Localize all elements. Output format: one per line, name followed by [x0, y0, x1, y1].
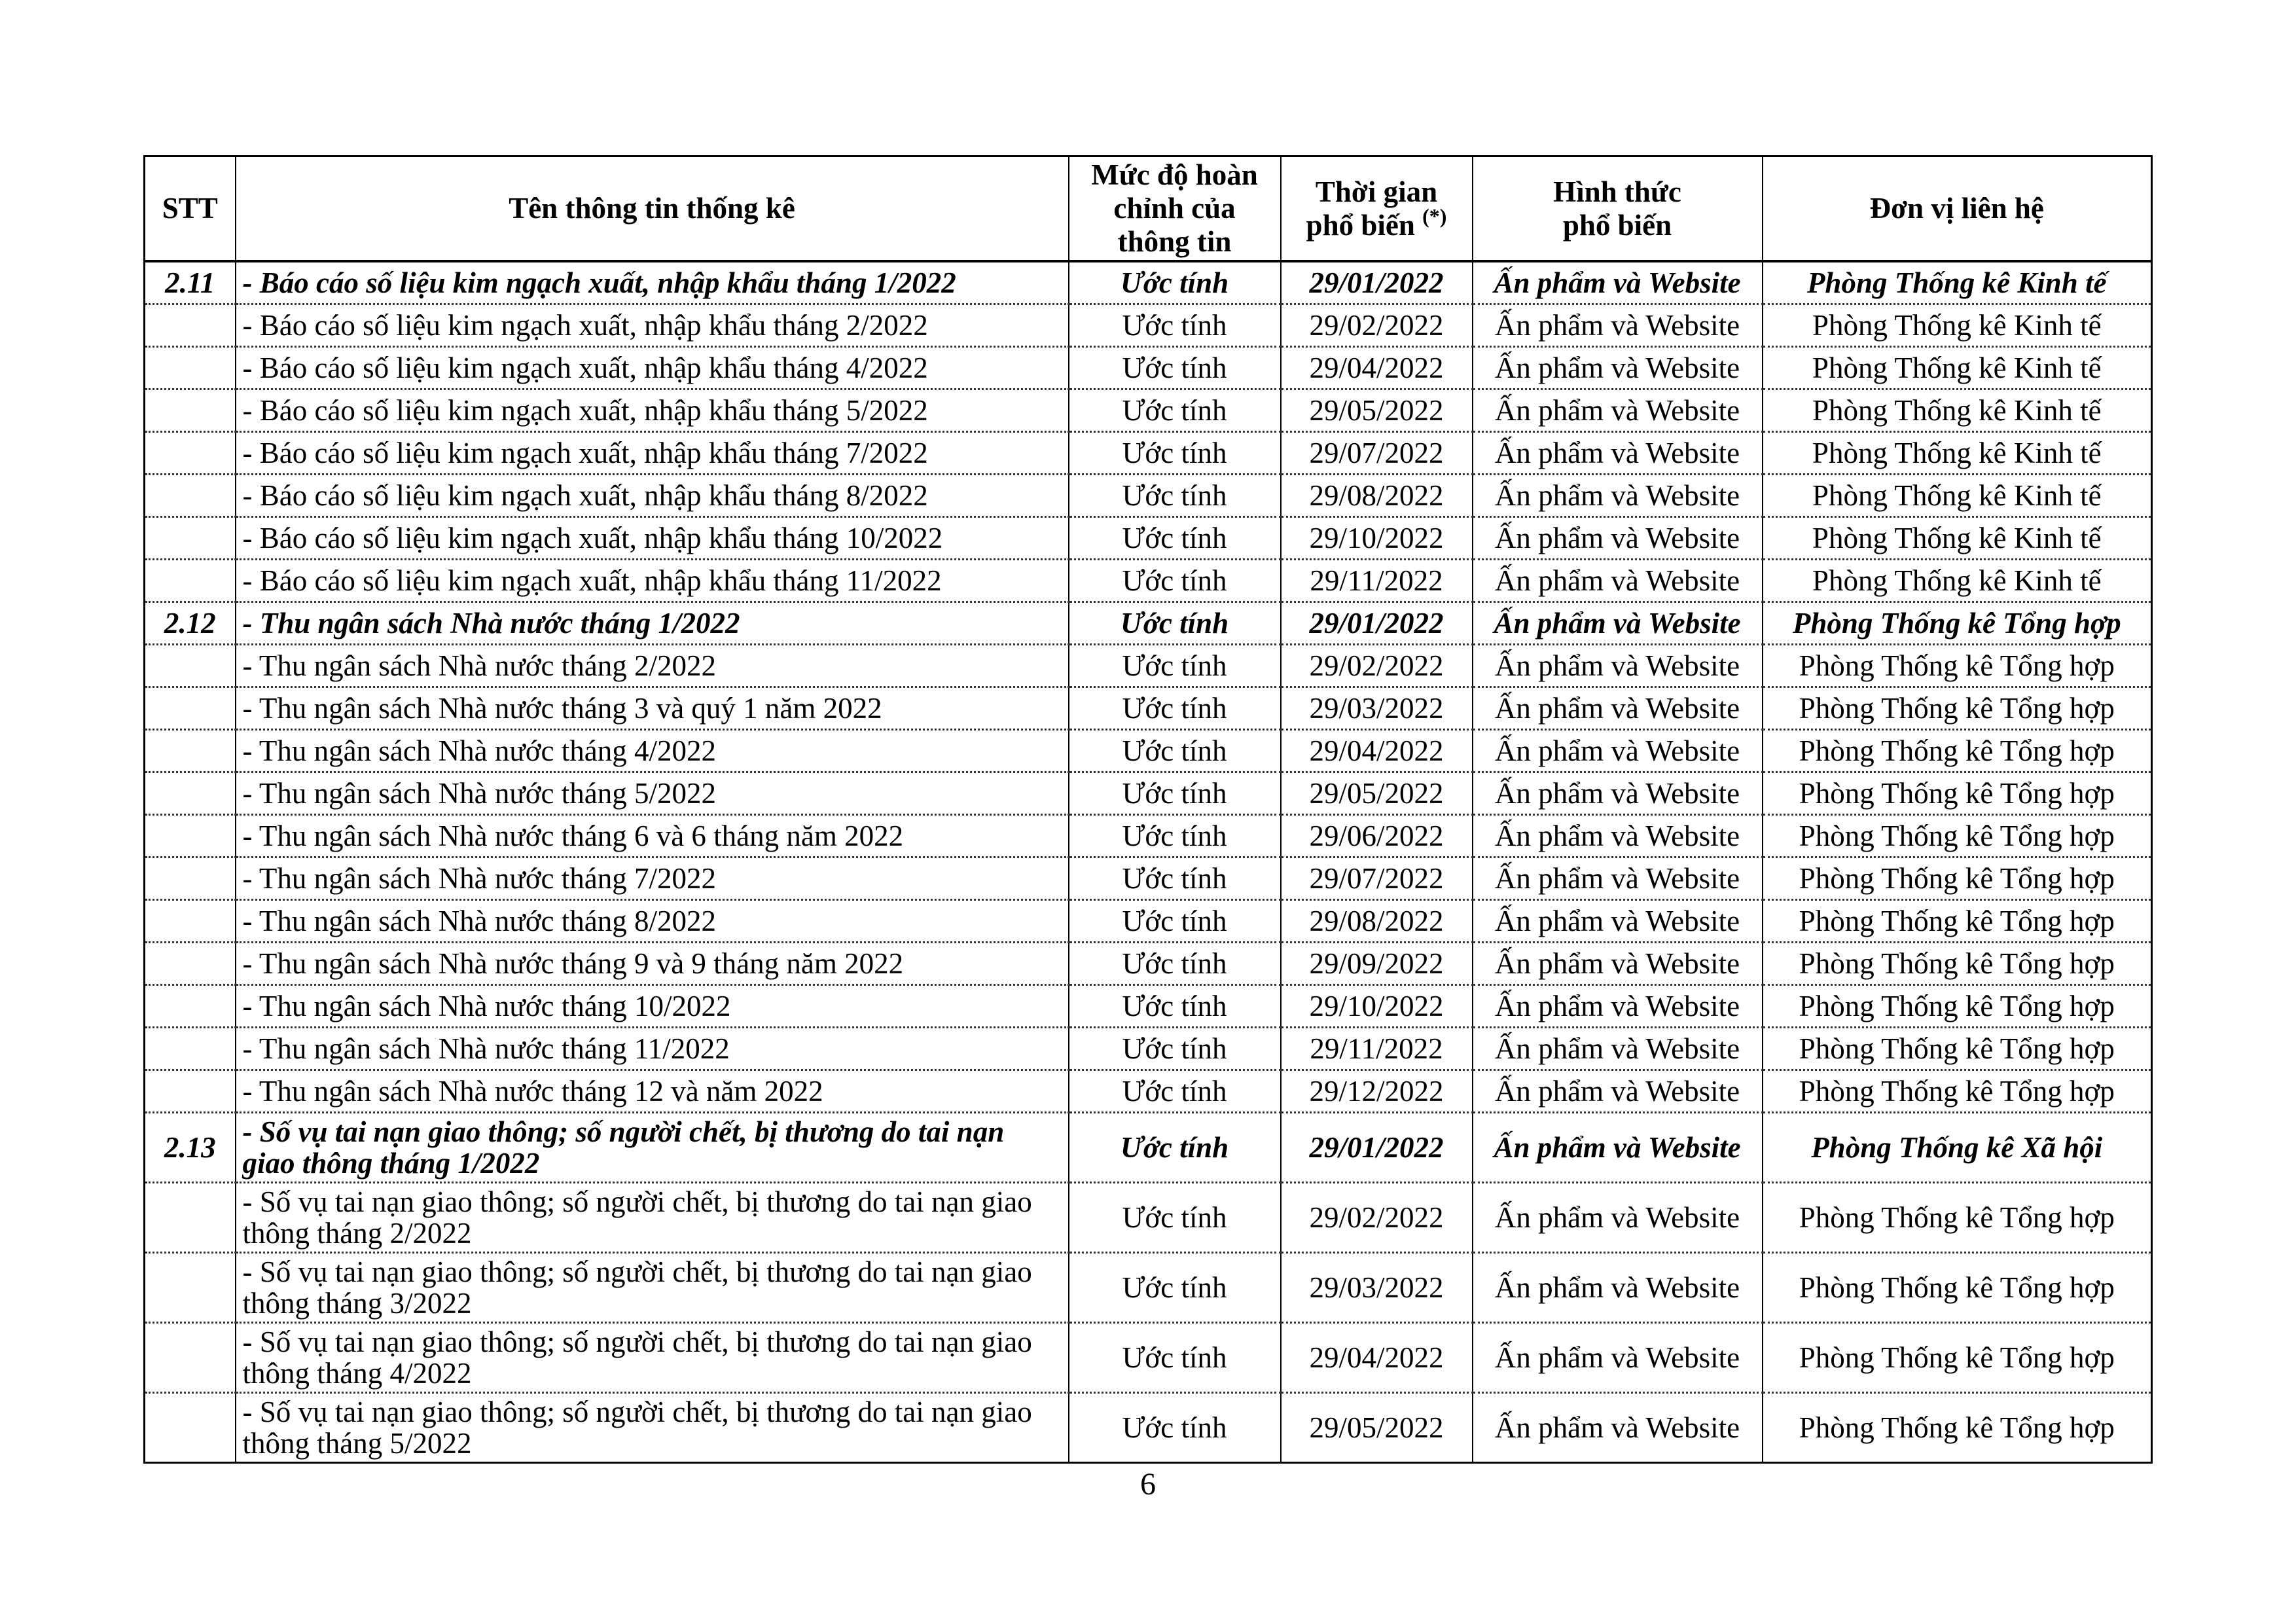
- row-release-form: Ấn phẩm và Website: [1473, 730, 1763, 772]
- row-contact-unit: Phòng Thống kê Tổng hợp: [1763, 1070, 2152, 1113]
- section-row: [145, 1113, 2152, 1183]
- row-name: - Báo cáo số liệu kim ngạch xuất, nhập khẩu tháng 4/2022: [236, 347, 1069, 389]
- row-number: [145, 857, 236, 900]
- row-completeness: Ước tính: [1069, 517, 1281, 560]
- row-release-time: 29/05/2022: [1281, 389, 1473, 432]
- row-name: - Số vụ tai nạn giao thông; số người chết, bị thương do tai nạn giao thông tháng 3/2022: [236, 1253, 1069, 1323]
- header-completeness-line2: chỉnh của: [1113, 192, 1236, 225]
- table-row: [145, 900, 2152, 943]
- row-name: - Báo cáo số liệu kim ngạch xuất, nhập khẩu tháng 5/2022: [236, 389, 1069, 432]
- row-release-form: Ấn phẩm và Website: [1473, 1183, 1763, 1253]
- section-row: [145, 261, 2152, 304]
- row-number: 2.13: [145, 1113, 236, 1183]
- row-completeness: Ước tính: [1069, 1113, 1281, 1183]
- row-completeness: Ước tính: [1069, 1028, 1281, 1070]
- row-release-time: 29/08/2022: [1281, 475, 1473, 517]
- row-number: [145, 815, 236, 857]
- header-release-form: [1473, 156, 1763, 262]
- table-row: [145, 1070, 2152, 1113]
- row-release-time: 29/10/2022: [1281, 985, 1473, 1028]
- row-number: [145, 1028, 236, 1070]
- row-contact-unit: Phòng Thống kê Tổng hợp: [1763, 687, 2152, 730]
- row-release-time: 29/06/2022: [1281, 815, 1473, 857]
- row-contact-unit: Phòng Thống kê Tổng hợp: [1763, 1028, 2152, 1070]
- row-release-time: 29/07/2022: [1281, 432, 1473, 475]
- row-release-time: 29/08/2022: [1281, 900, 1473, 943]
- row-release-form: Ấn phẩm và Website: [1473, 687, 1763, 730]
- row-release-time: 29/10/2022: [1281, 517, 1473, 560]
- row-name: - Thu ngân sách Nhà nước tháng 5/2022: [236, 772, 1069, 815]
- row-number: [145, 304, 236, 347]
- row-contact-unit: Phòng Thống kê Tổng hợp: [1763, 985, 2152, 1028]
- row-completeness: Ước tính: [1069, 347, 1281, 389]
- row-name: - Thu ngân sách Nhà nước tháng 8/2022: [236, 900, 1069, 943]
- row-name: - Thu ngân sách Nhà nước tháng 2/2022: [236, 645, 1069, 687]
- row-name: - Báo cáo số liệu kim ngạch xuất, nhập khẩu tháng 2/2022: [236, 304, 1069, 347]
- header-contact-unit: Đơn vị liên hệ: [1763, 156, 2152, 262]
- row-completeness: Ước tính: [1069, 985, 1281, 1028]
- row-completeness: Ước tính: [1069, 943, 1281, 985]
- header-stt: STT: [145, 156, 236, 262]
- row-number: [145, 475, 236, 517]
- row-completeness: Ước tính: [1069, 1323, 1281, 1393]
- header-release-time-line1: Thời gian: [1315, 175, 1438, 208]
- row-completeness: Ước tính: [1069, 900, 1281, 943]
- row-contact-unit: Phòng Thống kê Kinh tế: [1763, 432, 2152, 475]
- row-completeness: Ước tính: [1069, 730, 1281, 772]
- table-row: [145, 475, 2152, 517]
- row-completeness: Ước tính: [1069, 772, 1281, 815]
- table-row: [145, 1323, 2152, 1393]
- row-contact-unit: Phòng Thống kê Kinh tế: [1763, 517, 2152, 560]
- row-number: [145, 347, 236, 389]
- row-number: [145, 772, 236, 815]
- row-name: - Thu ngân sách Nhà nước tháng 6 và 6 tháng năm 2022: [236, 815, 1069, 857]
- table-row: [145, 432, 2152, 475]
- row-contact-unit: Phòng Thống kê Tổng hợp: [1763, 645, 2152, 687]
- row-number: [145, 560, 236, 602]
- statistics-release-table: [143, 155, 2153, 1464]
- row-number: [145, 1323, 236, 1393]
- row-release-form: Ấn phẩm và Website: [1473, 900, 1763, 943]
- row-number: [145, 1393, 236, 1463]
- row-completeness: Ước tính: [1069, 645, 1281, 687]
- row-contact-unit: Phòng Thống kê Tổng hợp: [1763, 1183, 2152, 1253]
- header-release-time: [1281, 156, 1473, 262]
- row-completeness: Ước tính: [1069, 857, 1281, 900]
- row-release-time: 29/02/2022: [1281, 304, 1473, 347]
- row-release-form: Ấn phẩm và Website: [1473, 560, 1763, 602]
- row-name: - Thu ngân sách Nhà nước tháng 10/2022: [236, 985, 1069, 1028]
- row-release-time: 29/11/2022: [1281, 1028, 1473, 1070]
- row-number: [145, 1070, 236, 1113]
- header-completeness-line3: thông tin: [1117, 225, 1232, 258]
- row-release-time: 29/05/2022: [1281, 772, 1473, 815]
- row-completeness: Ước tính: [1069, 304, 1281, 347]
- row-release-form: Ấn phẩm và Website: [1473, 1028, 1763, 1070]
- table-body: [145, 261, 2152, 1463]
- row-release-form: Ấn phẩm và Website: [1473, 602, 1763, 645]
- table-row: [145, 730, 2152, 772]
- row-number: [145, 645, 236, 687]
- row-release-form: Ấn phẩm và Website: [1473, 261, 1763, 304]
- page-number: 6: [1140, 1467, 1156, 1502]
- row-number: [145, 432, 236, 475]
- row-contact-unit: Phòng Thống kê Tổng hợp: [1763, 857, 2152, 900]
- row-number: [145, 730, 236, 772]
- row-release-form: Ấn phẩm và Website: [1473, 475, 1763, 517]
- header-release-time-line2: phổ biến: [1306, 208, 1423, 242]
- row-completeness: Ước tính: [1069, 261, 1281, 304]
- row-release-form: Ấn phẩm và Website: [1473, 1323, 1763, 1393]
- header-completeness: [1069, 156, 1281, 262]
- header-completeness-line1: Mức độ hoàn: [1091, 158, 1258, 191]
- table-row: [145, 1393, 2152, 1463]
- row-name: - Thu ngân sách Nhà nước tháng 9 và 9 tháng năm 2022: [236, 943, 1069, 985]
- row-release-form: Ấn phẩm và Website: [1473, 985, 1763, 1028]
- row-name: - Thu ngân sách Nhà nước tháng 1/2022: [236, 602, 1069, 645]
- section-row: [145, 602, 2152, 645]
- table-row: [145, 304, 2152, 347]
- row-release-time: 29/03/2022: [1281, 687, 1473, 730]
- table-header: [145, 156, 2152, 262]
- row-name: - Thu ngân sách Nhà nước tháng 4/2022: [236, 730, 1069, 772]
- row-release-form: Ấn phẩm và Website: [1473, 815, 1763, 857]
- table-row: [145, 1183, 2152, 1253]
- row-contact-unit: Phòng Thống kê Kinh tế: [1763, 347, 2152, 389]
- row-contact-unit: Phòng Thống kê Tổng hợp: [1763, 772, 2152, 815]
- row-release-form: Ấn phẩm và Website: [1473, 1070, 1763, 1113]
- table-row: [145, 389, 2152, 432]
- row-completeness: Ước tính: [1069, 1393, 1281, 1463]
- row-contact-unit: Phòng Thống kê Xã hội: [1763, 1113, 2152, 1183]
- row-number: 2.11: [145, 261, 236, 304]
- row-release-time: 29/01/2022: [1281, 602, 1473, 645]
- table-row: [145, 347, 2152, 389]
- row-number: 2.12: [145, 602, 236, 645]
- row-release-form: Ấn phẩm và Website: [1473, 517, 1763, 560]
- row-name: - Thu ngân sách Nhà nước tháng 12 và năm 2022: [236, 1070, 1069, 1113]
- row-number: [145, 900, 236, 943]
- row-contact-unit: Phòng Thống kê Kinh tế: [1763, 261, 2152, 304]
- row-name: - Thu ngân sách Nhà nước tháng 7/2022: [236, 857, 1069, 900]
- row-release-time: 29/12/2022: [1281, 1070, 1473, 1113]
- row-release-form: Ấn phẩm và Website: [1473, 1253, 1763, 1323]
- table-row: [145, 815, 2152, 857]
- row-release-time: 29/04/2022: [1281, 1323, 1473, 1393]
- row-release-form: Ấn phẩm và Website: [1473, 389, 1763, 432]
- row-number: [145, 517, 236, 560]
- row-contact-unit: Phòng Thống kê Kinh tế: [1763, 560, 2152, 602]
- row-release-time: 29/05/2022: [1281, 1393, 1473, 1463]
- row-contact-unit: Phòng Thống kê Kinh tế: [1763, 389, 2152, 432]
- row-contact-unit: Phòng Thống kê Tổng hợp: [1763, 815, 2152, 857]
- row-release-time: 29/09/2022: [1281, 943, 1473, 985]
- row-release-form: Ấn phẩm và Website: [1473, 304, 1763, 347]
- row-completeness: Ước tính: [1069, 1183, 1281, 1253]
- row-number: [145, 389, 236, 432]
- row-release-time: 29/04/2022: [1281, 730, 1473, 772]
- row-number: [145, 985, 236, 1028]
- row-release-form: Ấn phẩm và Website: [1473, 432, 1763, 475]
- row-name: - Số vụ tai nạn giao thông; số người chết, bị thương do tai nạn giao thông tháng 1/2022: [236, 1113, 1069, 1183]
- row-number: [145, 1183, 236, 1253]
- header-row: [145, 156, 2152, 262]
- row-release-time: 29/04/2022: [1281, 347, 1473, 389]
- row-name: - Số vụ tai nạn giao thông; số người chết, bị thương do tai nạn giao thông tháng 2/2022: [236, 1183, 1069, 1253]
- row-release-time: 29/01/2022: [1281, 261, 1473, 304]
- row-contact-unit: Phòng Thống kê Kinh tế: [1763, 304, 2152, 347]
- table-row: [145, 857, 2152, 900]
- row-completeness: Ước tính: [1069, 432, 1281, 475]
- header-release-form-line1: Hình thức: [1553, 175, 1681, 208]
- row-name: - Báo cáo số liệu kim ngạch xuất, nhập khẩu tháng 10/2022: [236, 517, 1069, 560]
- row-release-time: 29/07/2022: [1281, 857, 1473, 900]
- table-row: [145, 1253, 2152, 1323]
- row-name: - Báo cáo số liệu kim ngạch xuất, nhập khẩu tháng 8/2022: [236, 475, 1069, 517]
- row-contact-unit: Phòng Thống kê Tổng hợp: [1763, 730, 2152, 772]
- table-row: [145, 943, 2152, 985]
- row-number: [145, 687, 236, 730]
- table-row: [145, 560, 2152, 602]
- row-completeness: Ước tính: [1069, 815, 1281, 857]
- table-row: [145, 1028, 2152, 1070]
- row-completeness: Ước tính: [1069, 389, 1281, 432]
- row-completeness: Ước tính: [1069, 602, 1281, 645]
- row-completeness: Ước tính: [1069, 1070, 1281, 1113]
- table-row: [145, 645, 2152, 687]
- row-number: [145, 1253, 236, 1323]
- row-contact-unit: Phòng Thống kê Kinh tế: [1763, 475, 2152, 517]
- row-name: - Thu ngân sách Nhà nước tháng 3 và quý 1 năm 2022: [236, 687, 1069, 730]
- row-release-time: 29/01/2022: [1281, 1113, 1473, 1183]
- row-release-time: 29/02/2022: [1281, 645, 1473, 687]
- row-release-form: Ấn phẩm và Website: [1473, 347, 1763, 389]
- row-release-form: Ấn phẩm và Website: [1473, 1393, 1763, 1463]
- row-release-form: Ấn phẩm và Website: [1473, 1113, 1763, 1183]
- row-completeness: Ước tính: [1069, 560, 1281, 602]
- table-row: [145, 772, 2152, 815]
- row-contact-unit: Phòng Thống kê Tổng hợp: [1763, 943, 2152, 985]
- header-name: Tên thông tin thống kê: [236, 156, 1069, 262]
- row-contact-unit: Phòng Thống kê Tổng hợp: [1763, 602, 2152, 645]
- table-row: [145, 687, 2152, 730]
- table-row: [145, 985, 2152, 1028]
- table-row: [145, 517, 2152, 560]
- row-name: - Báo cáo số liệu kim ngạch xuất, nhập khẩu tháng 7/2022: [236, 432, 1069, 475]
- row-release-time: 29/02/2022: [1281, 1183, 1473, 1253]
- row-name: - Báo cáo số liệu kim ngạch xuất, nhập khẩu tháng 1/2022: [236, 261, 1069, 304]
- row-release-time: 29/03/2022: [1281, 1253, 1473, 1323]
- row-completeness: Ước tính: [1069, 475, 1281, 517]
- row-name: - Báo cáo số liệu kim ngạch xuất, nhập khẩu tháng 11/2022: [236, 560, 1069, 602]
- row-release-form: Ấn phẩm và Website: [1473, 645, 1763, 687]
- row-release-time: 29/11/2022: [1281, 560, 1473, 602]
- row-completeness: Ước tính: [1069, 1253, 1281, 1323]
- header-release-form-line2: phổ biến: [1562, 208, 1672, 242]
- row-name: - Số vụ tai nạn giao thông; số người chết, bị thương do tai nạn giao thông tháng 4/2022: [236, 1323, 1069, 1393]
- row-completeness: Ước tính: [1069, 687, 1281, 730]
- row-contact-unit: Phòng Thống kê Tổng hợp: [1763, 1253, 2152, 1323]
- row-contact-unit: Phòng Thống kê Tổng hợp: [1763, 1323, 2152, 1393]
- row-release-form: Ấn phẩm và Website: [1473, 943, 1763, 985]
- row-release-form: Ấn phẩm và Website: [1473, 857, 1763, 900]
- row-number: [145, 943, 236, 985]
- row-release-form: Ấn phẩm và Website: [1473, 772, 1763, 815]
- footnote-marker: (*): [1422, 204, 1447, 228]
- row-contact-unit: Phòng Thống kê Tổng hợp: [1763, 900, 2152, 943]
- row-name: - Thu ngân sách Nhà nước tháng 11/2022: [236, 1028, 1069, 1070]
- row-contact-unit: Phòng Thống kê Tổng hợp: [1763, 1393, 2152, 1463]
- row-name: - Số vụ tai nạn giao thông; số người chết, bị thương do tai nạn giao thông tháng 5/2022: [236, 1393, 1069, 1463]
